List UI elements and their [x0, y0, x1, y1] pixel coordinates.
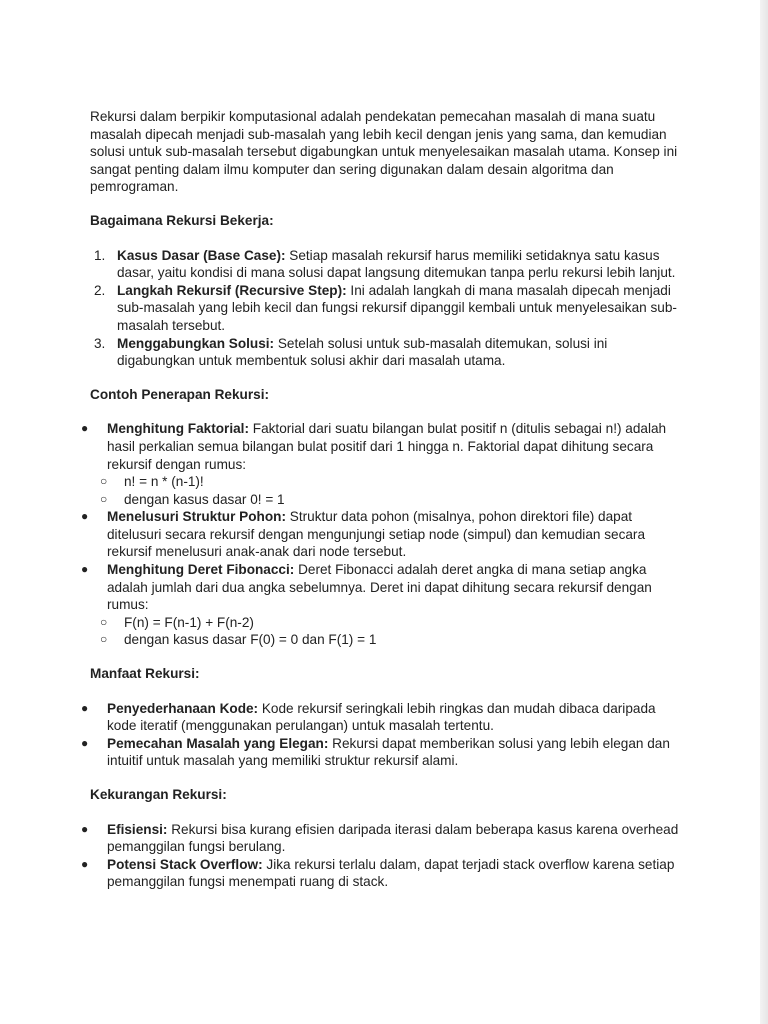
list-item	[81, 856, 688, 891]
list-item	[90, 335, 688, 370]
item-text: Rekursi dapat memberikan solusi yang lebih elegan dan intuitif untuk masalah yang memiliki struktur rekursif alami.	[107, 735, 670, 769]
item-text: Kode rekursif seringkali lebih ringkas dan mudah dibaca daripada kode iteratif (menggunakan perulangan) untuk masalah tertentu.	[107, 700, 656, 734]
page-edge	[760, 0, 768, 1024]
list-item	[81, 735, 688, 770]
sub-list-item: ○ F(n) = F(n-1) + F(n-2)	[100, 614, 254, 630]
heading-drawbacks: Kekurangan Rekursi:	[90, 787, 227, 802]
list-number: 1.	[94, 247, 106, 263]
bullet-icon: ●	[81, 856, 89, 871]
item-text: Deret Fibonacci adalah deret angka di mana setiap angka adalah jumlah dari dua angka sebelumnya. Deret ini dapat dihitung secara rekursif dengan rumus:	[107, 562, 652, 613]
heading-how: Bagaimana Rekursi Bekerja:	[90, 212, 274, 228]
item-text: Faktorial dari suatu bilangan bulat positif n (ditulis sebagai n!) adalah hasil perkalian semua bilangan bulat positif dari 1 hingga n. Faktorial dapat dihitung secara rekursif dengan rumus:	[107, 421, 667, 472]
bullet-icon: ●	[81, 421, 89, 436]
item-term: Menghitung Deret Fibonacci:	[107, 562, 295, 578]
intro-paragraph: Rekursi dalam berpikir komputasional adalah pendekatan pemecahan masalah di mana suatu masalah dipecah menjadi sub-masalah yang lebih kecil dengan jenis yang sama, dan kemudian solusi untuk sub-masalah tersebut digabungkan untuk menyelesaikan masalah utama. Konsep ini sangat penting dalam ilmu komputer dan sering digunakan dalam desain algoritma dan pemrograman.	[90, 109, 678, 195]
list-item	[90, 247, 688, 282]
list-item	[81, 561, 688, 649]
benefits-list	[81, 700, 688, 770]
hollow-bullet-icon: ○	[100, 614, 108, 629]
bullet-icon: ●	[81, 735, 89, 750]
list-item	[81, 821, 688, 856]
list-number: 3.	[94, 335, 106, 351]
item-term: Menghitung Faktorial:	[107, 421, 249, 437]
hollow-bullet-icon: ○	[100, 491, 108, 506]
bullet-icon: ●	[81, 821, 89, 836]
bullet-icon: ●	[81, 509, 89, 524]
heading-benefits: Manfaat Rekursi:	[90, 666, 200, 682]
item-term: Potensi Stack Overflow:	[107, 856, 263, 872]
examples-list	[81, 420, 688, 649]
item-term: Menggabungkan Solusi:	[117, 335, 275, 351]
hollow-bullet-icon: ○	[100, 474, 108, 489]
item-text: Struktur data pohon (misalnya, pohon direktori file) dapat ditelusuri secara rekursif dengan mengunjungi setiap node (simpul) dan kemudian secara rekursif menelusuri anak-anak dari node tersebut.	[107, 509, 646, 560]
sub-list	[100, 473, 688, 508]
item-text: Setiap masalah rekursif harus memiliki setidaknya satu kasus dasar, yaitu kondisi di mana solusi dapat langsung ditemukan tanpa perlu rekursi lebih lanjut.	[117, 247, 676, 281]
item-term: Kasus Dasar (Base Case):	[117, 247, 286, 263]
how-list	[90, 247, 688, 370]
sub-list-item: ○ dengan kasus dasar F(0) = 0 dan F(1) = 1	[100, 632, 377, 648]
list-item	[90, 282, 688, 335]
bullet-icon: ●	[81, 700, 89, 715]
item-term: Menelusuri Struktur Pohon:	[107, 509, 286, 525]
list-item	[81, 700, 688, 735]
sub-list-item: ○ n! = n * (n-1)!	[100, 474, 204, 490]
item-text: Jika rekursi terlalu dalam, dapat terjadi stack overflow karena setiap pemanggilan fungsi menempati ruang di stack.	[107, 856, 675, 890]
item-term: Efisiensi:	[107, 821, 168, 837]
item-term: Langkah Rekursif (Recursive Step):	[117, 282, 347, 298]
sub-list-item: ○ dengan kasus dasar 0! = 1	[100, 491, 285, 507]
item-term: Pemecahan Masalah yang Elegan:	[107, 735, 329, 751]
list-item	[81, 508, 688, 561]
item-text: Ini adalah langkah di mana masalah dipecah menjadi sub-masalah yang lebih kecil dan fungsi rekursif dipanggil kembali untuk menyelesaikan sub-masalah tersebut.	[117, 282, 677, 333]
bullet-icon: ●	[81, 562, 89, 577]
sub-list	[100, 614, 688, 649]
heading-examples: Contoh Penerapan Rekursi:	[90, 386, 270, 402]
drawbacks-list	[81, 821, 688, 891]
item-term: Penyederhanaan Kode:	[107, 700, 259, 716]
list-item	[81, 420, 688, 508]
hollow-bullet-icon: ○	[100, 632, 108, 647]
list-number: 2.	[94, 282, 106, 298]
item-text: Rekursi bisa kurang efisien daripada iterasi dalam beberapa kasus karena overhead pemanggilan fungsi berulang.	[107, 821, 679, 855]
item-text: Setelah solusi untuk sub-masalah ditemukan, solusi ini digabungkan untuk membentuk solusi akhir dari masalah utama.	[117, 335, 608, 369]
